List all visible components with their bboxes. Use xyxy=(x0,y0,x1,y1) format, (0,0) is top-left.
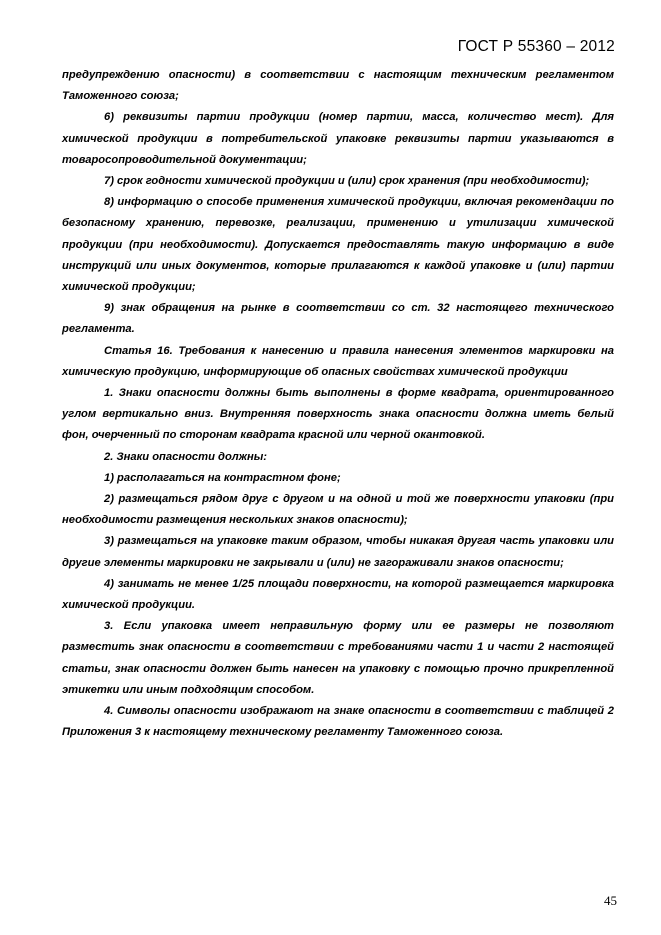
paragraph-part-2-item-3: 3) размещаться на упаковке таким образом, чтобы никакая другая часть упаковки или другие элементы маркировки не закрывали и (или) не загораживали знаков опасности; xyxy=(62,535,614,569)
page-number: 45 xyxy=(604,893,617,908)
paragraph-part-2-item-4: 4) занимать не менее 1/25 площади поверхности, на которой размещается маркировка химической продукции. xyxy=(62,577,614,612)
paragraph-part-2-item-2: 2) размещаться рядом друг с другом и на одной и той же поверхности упаковки (при необходимости размещения нескольких знаков опасности); xyxy=(62,493,614,527)
paragraph-part-2: 2. Знаки опасности должны: xyxy=(104,450,268,463)
document-body xyxy=(62,65,614,744)
paragraph-item-8: 8) информацию о способе применения химической продукции, включая рекомендации по безопасному хранению, перевозке, реализации, применению и утилизации химической продукции (при необходимости). Допускается предоставлять такую информацию в виде инструкций или иных документов, которые прилагаются к каждой упаковке и (или) партии химической продукции; xyxy=(62,196,614,294)
paragraph-part-3: 3. Если упаковка имеет неправильную форму или ее размеры не позволяют разместить знак опасности в соответствии с требованиями части 1 и части 2 настоящей статьи, знак опасности должен быть нанесен на упаковку с помощью прочно прикрепленной этикетки или иным подходящим способом. xyxy=(62,620,614,696)
paragraph-item-7: 7) срок годности химической продукции и (или) срок хранения (при необходимости); xyxy=(104,175,590,188)
article-16-heading: Статья 16. Требования к нанесению и правила нанесения элементов маркировки на химическую продукцию, информирующие об опасных свойствах химической продукции xyxy=(62,344,614,378)
paragraph-continuation: предупреждению опасности) в соответствии с настоящим техническим регламентом Таможенного союза; xyxy=(62,69,614,103)
paragraph-part-2-item-1: 1) располагаться на контрастном фоне; xyxy=(104,471,341,484)
paragraph-part-1: 1. Знаки опасности должны быть выполнены в форме квадрата, ориентированного углом вертикально вниз. Внутренняя поверхность знака опасности должна иметь белый фон, очерченный по сторонам квадрата красной или черной окантовкой. xyxy=(62,387,614,442)
page-header-standard: ГОСТ Р 55360 – 2012 xyxy=(457,38,615,55)
paragraph-item-6: 6) реквизиты партии продукции (номер партии, масса, количество мест). Для химической продукции в потребительской упаковке реквизиты партии указываются в товаросопроводительной документации; xyxy=(62,111,614,166)
paragraph-item-9: 9) знак обращения на рынке в соответствии со ст. 32 настоящего технического регламента. xyxy=(62,302,614,336)
paragraph-part-4: 4. Символы опасности изображают на знаке опасности в соответствии с таблицей 2 Приложения 3 к настоящему техническому регламенту Таможенного союза. xyxy=(62,705,614,739)
